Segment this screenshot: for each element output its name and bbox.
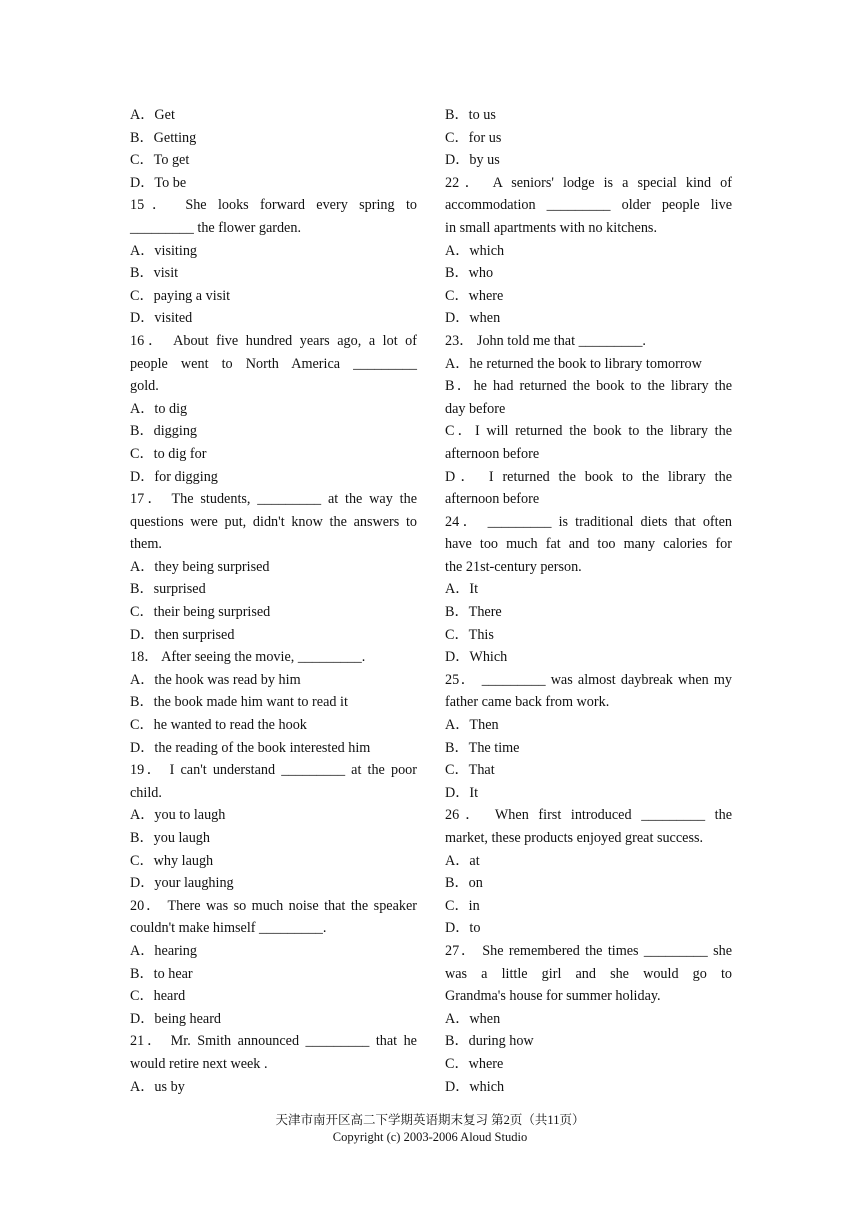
text-line: _________ the flower garden. xyxy=(130,219,301,236)
text-line: A．It xyxy=(445,581,479,598)
text-line: D． I returned the book to the library the xyxy=(445,468,732,485)
text-line: D．the reading of the book interested him xyxy=(130,739,371,756)
text-line: D．by us xyxy=(445,152,500,169)
text-line: 16． About five hundred years ago, a lot of xyxy=(130,332,417,349)
text-line: have too much fat and too many calories for xyxy=(445,536,732,553)
text-line: 26． When first introduced _________ the xyxy=(445,807,732,824)
text-line: B．to hear xyxy=(130,965,193,982)
text-line: 23． John told me that _________. xyxy=(445,332,646,349)
text-line: in small apartments with no kitchens. xyxy=(445,219,657,236)
text-line: questions were put, didn't know the answers to xyxy=(130,513,417,530)
text-line: people went to North America _________ xyxy=(130,355,417,372)
text-line: B．who xyxy=(445,265,494,282)
text-line: D．To be xyxy=(130,174,187,191)
text-line: C．to dig for xyxy=(130,445,207,462)
text-line: market, these products enjoyed great success. xyxy=(445,830,704,846)
text-line: C．I will returned the book to the library the xyxy=(445,423,732,440)
footer-page-info: 天津市南开区高二下学期英语期末复习 第2页（共11页） xyxy=(275,1113,585,1127)
text-line: B．during how xyxy=(445,1033,534,1050)
text-line: C．for us xyxy=(445,129,502,146)
footer-copyright: Copyright (c) 2003-2006 Aloud Studio xyxy=(332,1130,528,1144)
text-line: Grandma's house for summer holiday. xyxy=(445,988,661,1005)
text-line: D．to xyxy=(445,920,481,937)
right-column xyxy=(445,104,732,1098)
text-line: A．he returned the book to library tomorrow xyxy=(445,355,702,372)
text-line: would retire next week . xyxy=(130,1055,268,1072)
text-line: B．surprised xyxy=(130,581,206,598)
text-line: D．being heard xyxy=(130,1010,222,1027)
text-line: B．he had returned the book to the library the xyxy=(445,378,732,395)
text-line: accommodation _________ older people live xyxy=(445,197,732,214)
text-line: 27． She remembered the times _________ she xyxy=(445,942,732,959)
text-line: B．on xyxy=(445,875,483,892)
text-line: C．he wanted to read the hook xyxy=(130,717,307,734)
text-line: C．This xyxy=(445,626,494,643)
text-line: C．why laugh xyxy=(130,852,214,869)
text-line: child. xyxy=(130,784,162,801)
left-column xyxy=(130,104,417,1098)
text-line: B．digging xyxy=(130,423,198,440)
text-line: A．which xyxy=(445,242,505,259)
text-line: 18． After seeing the movie, _________. xyxy=(130,649,366,666)
text-line: A．Get xyxy=(130,107,175,123)
text-line: A．the hook was read by him xyxy=(130,671,301,688)
text-line: D．visited xyxy=(130,310,193,327)
text-line: 19． I can't understand _________ at the poor xyxy=(130,762,417,779)
text-line: B．the book made him want to read it xyxy=(130,694,348,711)
text-line: B．visit xyxy=(130,265,179,282)
text-line: A．they being surprised xyxy=(130,558,270,575)
text-line: D．Which xyxy=(445,649,508,666)
text-line: was a little girl and she would go to xyxy=(445,965,732,982)
text-line: father came back from work. xyxy=(445,694,610,711)
text-line: B．you laugh xyxy=(130,830,210,846)
text-line: the 21st-century person. xyxy=(445,558,582,575)
text-line: A．Then xyxy=(445,717,499,734)
text-line: A．hearing xyxy=(130,942,197,959)
text-line: D．your laughing xyxy=(130,875,234,892)
text-line: B．There xyxy=(445,604,502,621)
text-line: C．To get xyxy=(130,152,190,169)
text-line: A．to dig xyxy=(130,400,188,417)
text-line: C．their being surprised xyxy=(130,604,271,621)
text-line: C．in xyxy=(445,897,480,914)
text-line: B．to us xyxy=(445,107,496,123)
text-line: gold. xyxy=(130,378,159,395)
text-line: D．for digging xyxy=(130,468,218,485)
text-line: D．then surprised xyxy=(130,626,235,643)
text-line: A．at xyxy=(445,852,480,869)
text-line: 17． The students, _________ at the way the xyxy=(130,491,417,508)
text-line: 24． _________ is traditional diets that often xyxy=(445,513,732,530)
text-line: D．which xyxy=(445,1078,505,1095)
text-line: 20． There was so much noise that the speaker xyxy=(130,897,417,914)
text-line: A．when xyxy=(445,1010,501,1027)
text-line: C．where xyxy=(445,1055,504,1072)
text-line: 25． _________ was almost daybreak when my xyxy=(445,671,732,688)
text-line: 21． Mr. Smith announced _________ that he xyxy=(130,1033,417,1050)
text-line: C．heard xyxy=(130,988,186,1005)
text-line: C．paying a visit xyxy=(130,287,231,304)
text-line: B．The time xyxy=(445,739,520,756)
text-line: C．That xyxy=(445,762,495,779)
text-line: B．Getting xyxy=(130,129,197,146)
text-line: A．you to laugh xyxy=(130,807,226,824)
text-line: afternoon before xyxy=(445,491,540,508)
text-line: them. xyxy=(130,536,162,553)
text-line: D．when xyxy=(445,310,501,327)
text-line: 22． A seniors' lodge is a special kind of xyxy=(445,174,732,191)
text-line: C．where xyxy=(445,287,504,304)
text-line: afternoon before xyxy=(445,445,540,462)
text-line: 15． She looks forward every spring to xyxy=(130,197,417,214)
text-line: day before xyxy=(445,400,506,417)
text-line: A．us by xyxy=(130,1078,185,1095)
text-line: D．It xyxy=(445,784,479,801)
text-line: A．visiting xyxy=(130,242,198,259)
text-line: couldn't make himself _________. xyxy=(130,920,327,937)
